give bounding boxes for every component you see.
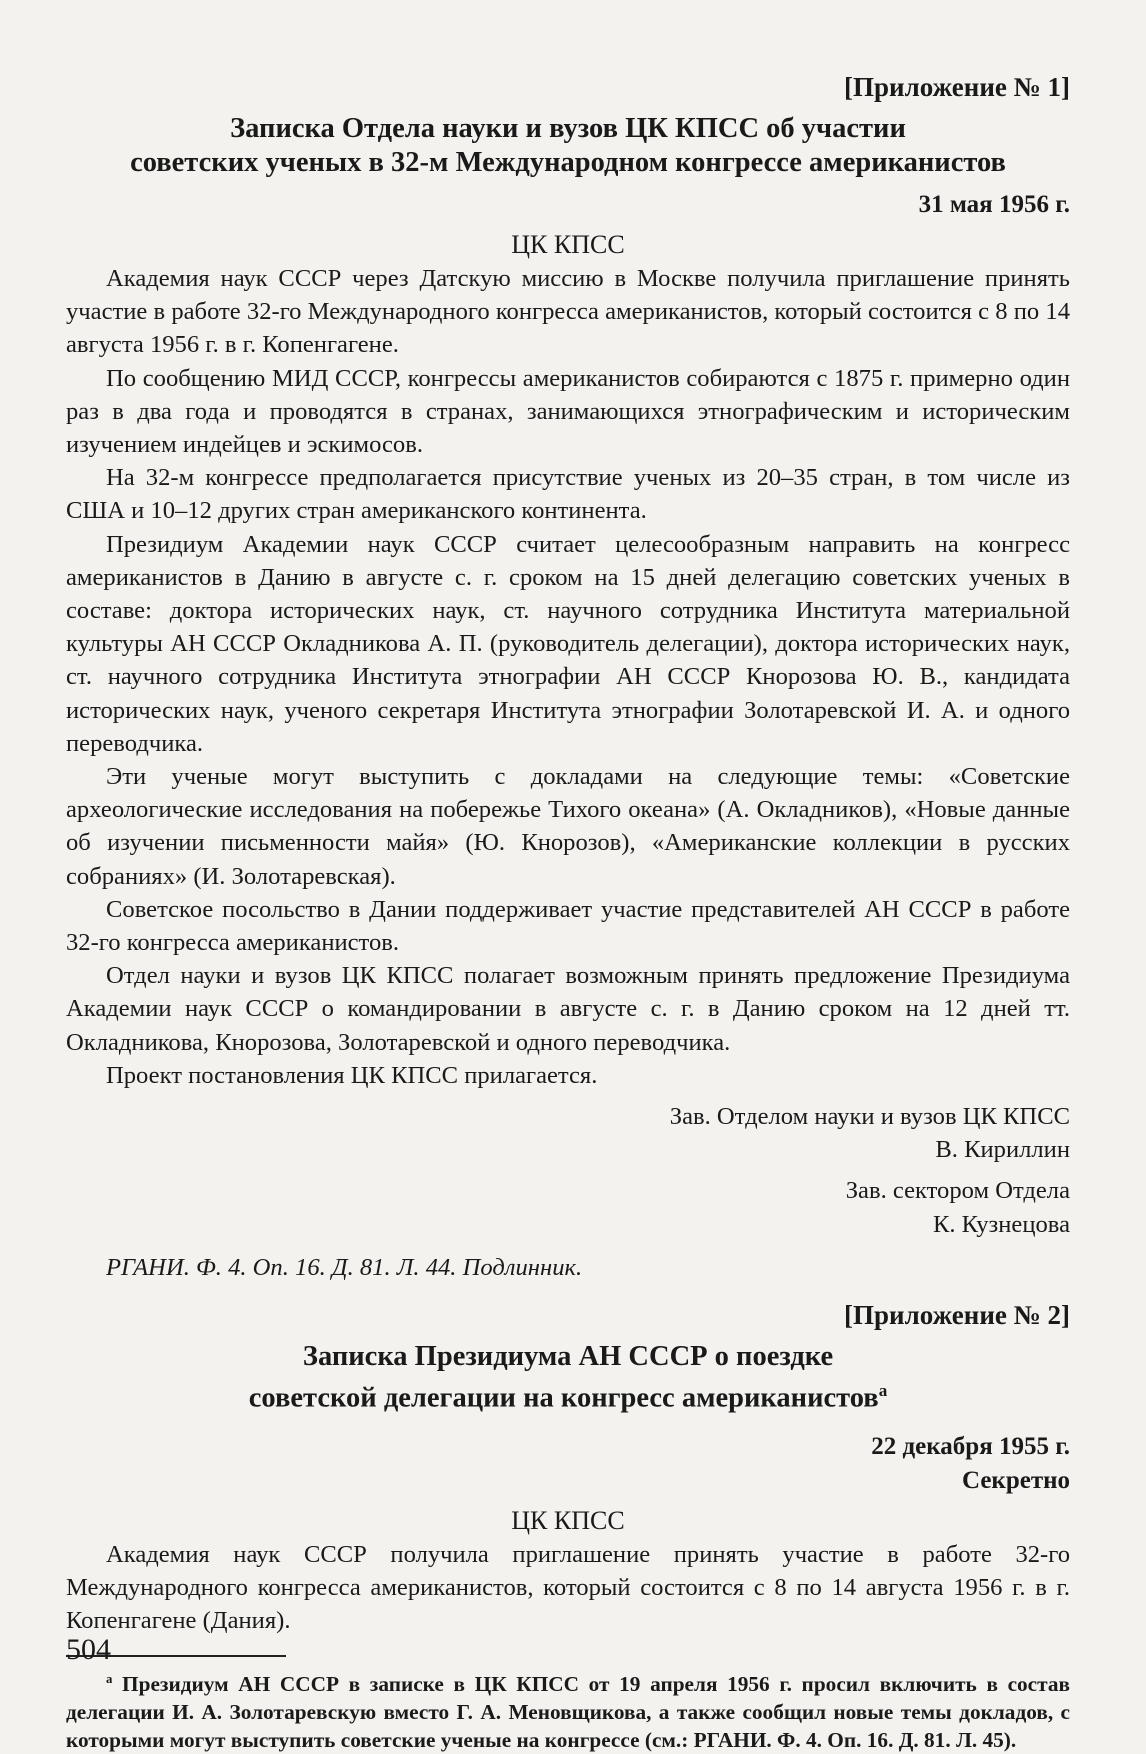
- doc1-paragraph: Проект постановления ЦК КПСС прилагается.: [106, 1061, 598, 1089]
- footnote-marker: а: [106, 1672, 113, 1687]
- doc1-addressee: ЦК КПСС: [511, 230, 625, 259]
- doc1-date: 31 мая 1956 г.: [918, 191, 1070, 218]
- doc2-date: 22 декабря 1955 г.: [871, 1432, 1070, 1460]
- appendix-1-label: [Приложение № 1]: [844, 72, 1070, 102]
- footnote: [66, 1665, 1070, 1754]
- doc2-footnote-marker: а: [878, 1381, 888, 1401]
- doc1-paragraph: Президиум Академии наук СССР считает целесообразным направить на конгресс американистов в Данию в августе с. г. сроком на 15 дней делегацию советских ученых в составе: доктора исторических наук, ст. научного сотрудника Института материальной культуры АН СССР Окладникова А. П. (руководитель делегации), доктора исторических наук, ст. научного сотрудника Института этнографии АН СССР Кнорозова Ю. В., кандидата исторических наук, ученого секретаря Института этнографии Золотаревской И. А. и одного переводчика.: [66, 530, 1070, 757]
- page-number: 504: [66, 1633, 111, 1666]
- appendix-2-label: [Приложение № 2]: [844, 1300, 1070, 1331]
- doc1-paragraph: Академия наук СССР через Датскую миссию в Москве получила приглашение принять участие в работе 32-го Международного конгресса американистов, который состоится с 8 по 14 августа 1956 г. в г. Копенгагене.: [66, 265, 1070, 359]
- doc1-paragraph: Эти ученые могут выступить с докладами на следующие темы: «Советские археологические исследования на побережье Тихого океана» (А. Окладников), «Новые данные об изучении письменности майя» (Ю. Кнорозов), «Американские коллекции в русских собраниях» (И. Золотаревская).: [66, 763, 1070, 890]
- doc1-signature-2-title: Зав. сектором Отдела: [845, 1177, 1070, 1205]
- doc2-paragraph: Академия наук СССР получила приглашение принять участие в работе 32-го Международного конгресса американистов, который состоится с 8 по 14 августа 1956 г. в г. Копенгагене (Дания).: [66, 1540, 1070, 1634]
- doc2-title-line2: [66, 1374, 1070, 1416]
- doc2-classification: Секретно: [961, 1466, 1070, 1494]
- doc2-title-line1: Записка Президиума АН СССР о поездке: [302, 1341, 834, 1373]
- doc1-paragraph: По сообщению МИД СССР, конгрессы американистов собираются с 1875 г. примерно один раз в два года и проводятся в странах, занимающихся этнографическим и историческим изучением индейцев и эскимосов.: [66, 364, 1070, 459]
- doc1-title-line2: советских ученых в 32-м Международном конгрессе американистов: [130, 147, 1006, 178]
- page-content: [66, 70, 1070, 1754]
- doc2-addressee: ЦК КПСС: [511, 1505, 625, 1535]
- doc2-title-line2-text: советской делегации на конгресс американистов: [248, 1382, 879, 1414]
- doc1-signature-1-title: Зав. Отделом науки и вузов ЦК КПСС: [669, 1103, 1070, 1131]
- doc1-title-line1: Записка Отдела науки и вузов ЦК КПСС об участии: [230, 113, 906, 144]
- doc1-paragraph: Отдел науки и вузов ЦК КПСС полагает возможным принять предложение Президиума Академии наук СССР о командировании в августе с. г. в Данию сроком на 12 дней тт. Окладникова, Кнорозова, Золотаревской и одного переводчика.: [66, 962, 1070, 1056]
- doc1-signature-2-name: К. Кузнецова: [932, 1210, 1070, 1238]
- doc1-archive-reference: РГАНИ. Ф. 4. Оп. 16. Д. 81. Л. 44. Подлинник.: [106, 1253, 583, 1281]
- footnote-text: Президиум АН СССР в записке в ЦК КПСС от 19 апреля 1956 г. просил включить в состав делегации И. А. Золотаревскую вместо Г. А. Меновщикова, а также сообщил новые темы докладов, с которыми могут выступить советские ученые на конгрессе (см.: РГАНИ. Ф. 4. Оп. 16. Д. 81. Л. 45).: [66, 1672, 1071, 1753]
- doc1-paragraph: Советское посольство в Дании поддерживает участие представителей АН СССР в работе 32-го конгресса американистов.: [66, 895, 1070, 957]
- doc1-signature-1-name: В. Кириллин: [935, 1136, 1070, 1164]
- doc1-paragraph: На 32-м конгрессе предполагается присутствие ученых из 20–35 стран, в том числе из США и 10–12 других стран американского континента.: [66, 464, 1070, 525]
